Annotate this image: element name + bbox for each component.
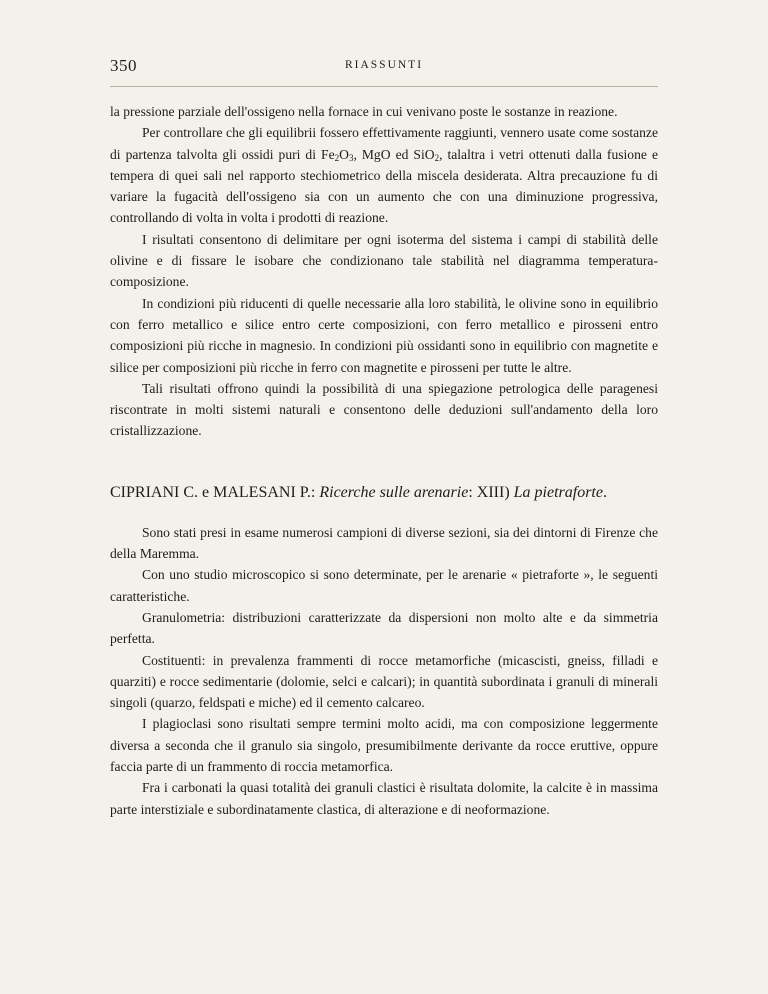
page-number: 350 xyxy=(110,56,137,75)
paragraph: I risultati consentono di delimitare per ogni isoterma del sistema i campi di stabilità delle olivine e di fissare le isobare che condizionano tale stabilità nel diagramma temperatura-composizione. xyxy=(110,231,658,290)
paragraph: In condizioni più riducenti di quelle necessarie alla loro stabilità, le olivine sono in equilibrio con ferro metallico e silice entro certe composizioni, con ferro metallico e pirosseni entro composizioni più ricche in magnesio. In condizioni più ossidanti sono in equilibrio con magnetite e silice per composizioni più ricche in ferro con magnetite e pirosseni per tutte le altre. xyxy=(110,295,658,375)
paragraph: la pressione parziale dell'ossigeno nella fornace in cui venivano poste le sostanze in reazione. xyxy=(110,104,618,119)
paragraph: I plagioclasi sono risultati sempre termini molto acidi, ma con composizione leggermente diversa a seconda che il granulo sia singolo, presumibilmente derivante da rocce eruttive, oppure faccia parte di un frammento di roccia metamorfica. xyxy=(110,716,658,775)
paragraph: Granulometria: distribuzioni caratterizzate da dispersioni non molto alte e da simmetria perfetta. xyxy=(110,609,658,647)
paragraph: Con uno studio microscopico si sono determinate, per le arenarie « pietraforte », le seguenti caratteristiche. xyxy=(110,567,658,604)
entry-authors: CIPRIANI C. e MALESANI P.: xyxy=(110,483,320,501)
page-header xyxy=(110,56,658,84)
entry-subtitle: La pietraforte xyxy=(513,483,603,501)
paragraph: Costituenti: in prevalenza frammenti di rocce metamorfiche (micascisti, gneiss, filladi e quarziti) e rocce sedimentarie (dolomie, selci e calcari); in quantità subordinata i granuli di minerali singoli (quarzo, feldspati e miche) ed il cemento calcareo. xyxy=(110,652,658,711)
running-head: RIASSUNTI xyxy=(344,59,424,71)
entry-title: Ricerche sulle arenarie xyxy=(319,483,469,501)
paragraph: Sono stati presi in esame numerosi campioni di diverse sezioni, sia dei dintorni di Firenze che della Maremma. xyxy=(110,524,658,562)
entry-heading: CIPRIANI C. e MALESANI P.: Ricerche sulle arenarie: XIII) La pietraforte. xyxy=(110,483,607,501)
paragraph: Tali risultati offrono quindi la possibilità di una spiegazione petrologica delle paragenesi riscontrate in molti sistemi naturali e consentono delle deduzioni sull'andamento della loro cristallizzazione. xyxy=(110,380,658,439)
paragraph: Per controllare che gli equilibrii fossero effettivamente raggiunti, vennero usate come sostanze di partenza talvolta gli ossidi puri di $Fe_2O_3$, MgO ed SiO$_2$, talaltra i vetri ottenuti dalla fusione e tempera di quei sali nel rapporto stechiometrico della miscela desiderata. Altra precauzione fu di variare la fugacità dell'ossigeno sia con un aumento che con una diminuzione progressiva, controllando di volta in volta i prodotti di reazione. xyxy=(110,125,658,226)
page-body xyxy=(110,101,658,820)
header-rule xyxy=(110,86,658,87)
paragraph: Fra i carbonati la quasi totalità dei granuli clastici è risultata dolomite, la calcite è in massima parte interstiziale e subordinatamente clastica, di alterazione e di neoformazione. xyxy=(110,780,658,817)
